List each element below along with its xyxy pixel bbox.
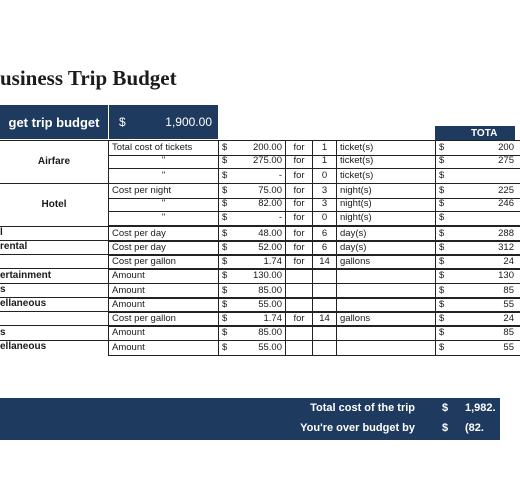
row-amount[interactable]: 82.00	[258, 198, 282, 209]
row-unit[interactable]: ticket(s)	[336, 154, 435, 168]
row-currency[interactable]: $	[218, 141, 240, 155]
row-currency[interactable]: $	[218, 269, 240, 283]
row-total-amount[interactable]	[457, 211, 517, 225]
row-description[interactable]: Amount	[108, 269, 218, 283]
row-for[interactable]: for	[285, 154, 312, 168]
row-amount[interactable]: 52.00	[258, 241, 282, 253]
row-quantity[interactable]: 1	[312, 154, 336, 168]
row-total-amount[interactable]: 24	[503, 256, 514, 267]
row-total-currency[interactable]: $	[435, 284, 457, 298]
row-unit[interactable]: gallons	[336, 255, 435, 269]
row-unit[interactable]	[336, 298, 435, 312]
category-label: ellaneous	[0, 341, 47, 353]
table-row	[0, 169, 520, 183]
trip-budget-currency: $	[119, 115, 126, 129]
row-amount[interactable]: -	[278, 212, 282, 224]
row-currency[interactable]: $	[218, 241, 240, 255]
over-budget-value: (82.	[465, 422, 484, 434]
row-unit[interactable]	[336, 269, 435, 283]
row-quantity[interactable]: 1	[312, 141, 336, 155]
row-total-amount[interactable]: 85	[503, 284, 514, 296]
row-description[interactable]: Amount	[108, 341, 218, 355]
row-unit[interactable]: night(s)	[336, 211, 435, 225]
row-quantity[interactable]: 0	[312, 211, 336, 225]
row-total-amount[interactable]: 246	[498, 198, 514, 209]
row-currency[interactable]: $	[218, 169, 240, 183]
row-description[interactable]: "	[108, 169, 218, 183]
row-currency[interactable]: $	[218, 298, 240, 312]
row-description[interactable]: "	[108, 211, 218, 225]
row-divider	[108, 355, 520, 356]
row-unit[interactable]: night(s)	[336, 197, 435, 211]
row-description[interactable]: Amount	[108, 284, 218, 298]
row-for[interactable]: for	[285, 227, 312, 241]
row-unit[interactable]: day(s)	[336, 227, 435, 241]
row-quantity[interactable]: 0	[312, 169, 336, 183]
row-currency[interactable]: $	[218, 255, 240, 269]
total-cost-currency: $	[442, 402, 449, 414]
row-for[interactable]: for	[285, 241, 312, 255]
row-description[interactable]: Amount	[108, 298, 218, 312]
table-row	[0, 211, 520, 225]
row-total-amount[interactable]	[457, 169, 517, 183]
row-total-amount[interactable]: 55	[503, 298, 514, 310]
row-for[interactable]	[285, 326, 312, 340]
row-for[interactable]	[285, 284, 312, 298]
page-title: usiness Trip Budget	[0, 66, 177, 90]
row-currency[interactable]: $	[218, 326, 240, 340]
row-description[interactable]: Cost per gallon	[108, 255, 218, 269]
trip-budget-cell[interactable]	[108, 105, 218, 139]
trip-budget-value: 1,900.00	[165, 115, 212, 129]
row-unit[interactable]	[336, 326, 435, 340]
row-currency[interactable]: $	[218, 184, 240, 198]
row-description[interactable]: Cost per gallon	[108, 312, 218, 326]
row-description[interactable]: "	[108, 197, 218, 211]
category-label: rental	[0, 241, 28, 253]
row-quantity[interactable]: 14	[312, 312, 336, 326]
category-label: Hotel	[41, 198, 67, 210]
row-total-amount[interactable]: 288	[498, 227, 514, 239]
row-quantity[interactable]: 6	[312, 227, 336, 241]
category-label: ertainment	[0, 269, 52, 281]
row-total-currency[interactable]: $	[435, 154, 457, 168]
row-for[interactable]: for	[285, 211, 312, 225]
row-description[interactable]: Amount	[108, 326, 218, 340]
row-total-amount[interactable]: 55	[503, 341, 514, 353]
row-quantity[interactable]: 6	[312, 241, 336, 255]
row-total-amount[interactable]: 24	[503, 313, 514, 324]
row-for[interactable]: for	[285, 184, 312, 198]
row-unit[interactable]: day(s)	[336, 241, 435, 255]
row-total-amount[interactable]: 85	[503, 327, 514, 339]
row-quantity[interactable]	[312, 269, 336, 283]
row-total-currency[interactable]: $	[435, 169, 457, 183]
row-description[interactable]: Total cost of tickets	[108, 141, 218, 155]
row-total-amount[interactable]: 130	[498, 270, 514, 282]
row-amount[interactable]: 55.00	[258, 341, 282, 353]
row-amount[interactable]: 85.00	[258, 327, 282, 339]
row-amount[interactable]: 130.00	[252, 270, 282, 282]
row-currency[interactable]: $	[218, 154, 240, 168]
row-unit[interactable]: ticket(s)	[336, 169, 435, 183]
row-amount[interactable]: 75.00	[258, 184, 282, 196]
row-amount[interactable]: 200.00	[252, 142, 282, 153]
row-amount[interactable]: 275.00	[252, 155, 282, 167]
row-quantity[interactable]	[312, 326, 336, 340]
row-total-currency[interactable]: $	[435, 298, 457, 312]
row-for[interactable]: for	[285, 312, 312, 326]
row-currency[interactable]: $	[218, 211, 240, 225]
total-column-header: TOTA	[435, 126, 515, 140]
row-total-currency[interactable]: $	[435, 211, 457, 225]
row-unit[interactable]	[336, 341, 435, 355]
row-amount[interactable]: 1.74	[263, 313, 282, 324]
row-unit[interactable]	[336, 284, 435, 298]
row-total-currency[interactable]: $	[435, 341, 457, 355]
row-total-currency[interactable]: $	[435, 269, 457, 283]
row-for[interactable]	[285, 298, 312, 312]
row-total-amount[interactable]: 200	[498, 142, 514, 153]
category-label: s	[0, 284, 6, 296]
row-total-currency[interactable]: $	[435, 141, 457, 155]
row-total-currency[interactable]: $	[435, 197, 457, 211]
row-amount[interactable]: -	[278, 169, 282, 181]
row-for[interactable]	[285, 341, 312, 355]
row-description[interactable]: Cost per night	[108, 184, 218, 198]
row-quantity[interactable]	[312, 284, 336, 298]
total-cost-value: 1,982.	[465, 402, 496, 414]
row-amount[interactable]: 48.00	[258, 227, 282, 239]
row-total-amount[interactable]: 225	[498, 184, 514, 196]
row-quantity[interactable]	[312, 298, 336, 312]
row-amount[interactable]: 1.74	[263, 256, 282, 267]
category-label: ellaneous	[0, 298, 47, 310]
row-currency[interactable]: $	[218, 197, 240, 211]
summary-footer	[0, 398, 500, 440]
row-description[interactable]: "	[108, 154, 218, 168]
total-cost-label: Total cost of the trip	[310, 402, 415, 414]
row-unit[interactable]: ticket(s)	[336, 141, 435, 155]
row-total-amount[interactable]: 312	[498, 241, 514, 253]
table-row	[0, 183, 520, 198]
row-currency[interactable]: $	[218, 227, 240, 241]
row-quantity[interactable]: 3	[312, 197, 336, 211]
row-for[interactable]	[285, 269, 312, 283]
over-budget-row	[0, 418, 500, 438]
row-currency[interactable]: $	[218, 284, 240, 298]
row-total-currency[interactable]: $	[435, 241, 457, 255]
row-total-currency[interactable]: $	[435, 184, 457, 198]
row-for[interactable]: for	[285, 169, 312, 183]
row-quantity[interactable]: 3	[312, 184, 336, 198]
row-for[interactable]: for	[285, 141, 312, 155]
row-total-currency[interactable]: $	[435, 255, 457, 269]
row-total-currency[interactable]: $	[435, 312, 457, 326]
total-cost-row	[0, 398, 500, 418]
table-row	[0, 254, 520, 269]
over-budget-label: You're over budget by	[300, 422, 415, 434]
row-amount[interactable]: 55.00	[258, 298, 282, 310]
row-total-currency[interactable]: $	[435, 227, 457, 241]
table-row	[0, 311, 520, 326]
row-amount[interactable]: 85.00	[258, 284, 282, 296]
row-quantity[interactable]	[312, 341, 336, 355]
row-unit[interactable]: gallons	[336, 312, 435, 326]
trip-budget-label: get trip budget	[0, 105, 108, 139]
row-total-currency[interactable]: $	[435, 326, 457, 340]
table-row	[0, 140, 520, 155]
category-label: s	[0, 326, 6, 338]
row-total-amount[interactable]: 275	[498, 155, 514, 167]
over-budget-currency: $	[442, 422, 449, 434]
category-label: Airfare	[37, 155, 71, 167]
row-currency[interactable]: $	[218, 341, 240, 355]
row-description[interactable]: Cost per day	[108, 227, 218, 241]
row-description[interactable]: Cost per day	[108, 241, 218, 255]
row-currency[interactable]: $	[218, 312, 240, 326]
row-for[interactable]: for	[285, 255, 312, 269]
category-label: l	[0, 227, 3, 239]
row-unit[interactable]: night(s)	[336, 184, 435, 198]
row-quantity[interactable]: 14	[312, 255, 336, 269]
row-for[interactable]: for	[285, 197, 312, 211]
